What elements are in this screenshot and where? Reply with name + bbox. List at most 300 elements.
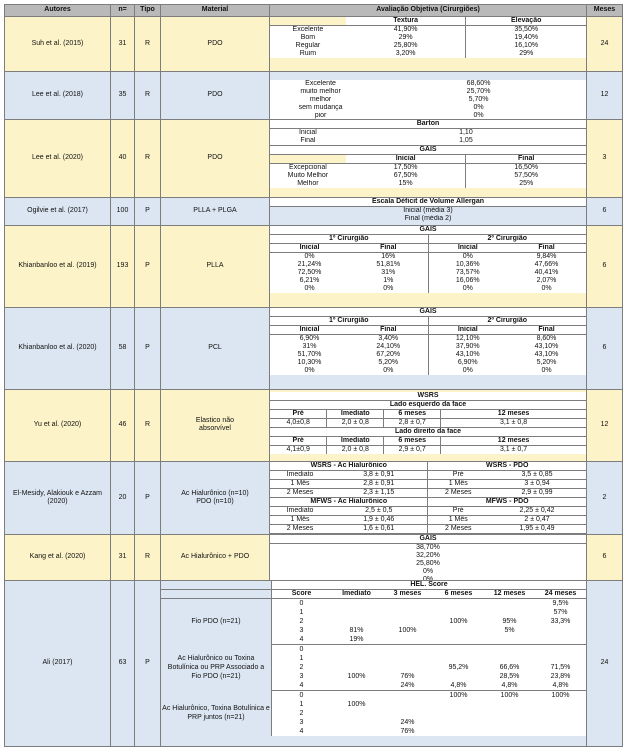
- value: 73,57%: [428, 269, 507, 277]
- row-label: Bom: [270, 34, 346, 42]
- n-cell: 31: [111, 534, 135, 580]
- row-label: Pré: [428, 471, 488, 480]
- sub-row: [270, 525, 586, 534]
- meses-cell: 12: [587, 72, 623, 119]
- sub-row: [270, 137, 586, 146]
- header-tipo: Tipo: [135, 5, 161, 17]
- sub-table: [270, 198, 586, 223]
- value: 2,25 ± 0,42: [488, 507, 586, 516]
- row-label: Excelente: [270, 80, 371, 88]
- study-row: [5, 307, 623, 389]
- value: 68,60%: [371, 80, 586, 88]
- col-header: 6 meses: [384, 409, 441, 418]
- sub-row: [270, 325, 586, 334]
- material-cell: PDO: [161, 119, 270, 198]
- meses-cell: 2: [587, 462, 623, 535]
- value: [331, 608, 382, 617]
- value: 47,66%: [507, 261, 586, 269]
- header-row: [5, 5, 623, 17]
- value: 57,50%: [466, 172, 586, 180]
- row-label: 2 Meses: [270, 525, 330, 534]
- row-label: Final: [270, 137, 346, 146]
- tipo-cell: R: [135, 119, 161, 198]
- tipo-cell: R: [135, 16, 161, 72]
- study-row: [5, 225, 623, 307]
- value: 25%: [466, 180, 586, 188]
- value: [382, 617, 433, 626]
- n-cell: 63: [111, 580, 135, 746]
- score: 2: [272, 709, 332, 718]
- value: 0%: [270, 576, 586, 580]
- value: [535, 709, 586, 718]
- assessment-cell: [270, 534, 587, 580]
- value: 28,5%: [484, 672, 535, 681]
- sub-row: [270, 172, 586, 180]
- value: 9,5%: [535, 598, 586, 608]
- sub-row: [270, 96, 586, 104]
- value: 2 ± 0,47: [488, 516, 586, 525]
- value: [331, 690, 382, 700]
- score: 1: [272, 700, 332, 709]
- value: 4,8%: [484, 681, 535, 691]
- sub-row: [270, 145, 586, 154]
- col-group-header: 1º Cirurgião: [270, 234, 428, 243]
- section-title-gais: GAIS: [270, 535, 586, 544]
- score: 0: [272, 644, 332, 654]
- study-row: [5, 534, 623, 580]
- assessment-content: [270, 535, 586, 580]
- value: 5,20%: [349, 359, 428, 367]
- sub-row: [270, 163, 586, 172]
- row-label: sem mudança: [270, 104, 371, 112]
- value: 72,50%: [270, 269, 349, 277]
- col-header: Pré: [270, 436, 327, 445]
- study-row: [5, 462, 623, 535]
- value: [331, 644, 382, 654]
- value: 5,70%: [371, 96, 586, 104]
- value: 3,5 ± 0,85: [488, 471, 586, 480]
- value: 1,10: [346, 128, 586, 137]
- value: 0%: [371, 112, 586, 118]
- value: [484, 635, 535, 645]
- row-label: 2 Meses: [428, 489, 488, 498]
- value: [535, 626, 586, 635]
- assessment-cell: [270, 225, 587, 307]
- col-header: Final: [507, 243, 586, 252]
- col-header: Final: [507, 325, 586, 334]
- n-cell: 193: [111, 225, 135, 307]
- value: 6,21%: [270, 277, 349, 285]
- value: 33,3%: [535, 617, 586, 626]
- value: [382, 663, 433, 672]
- row-label: muito melhor: [270, 88, 371, 96]
- col-header: Imediato: [327, 409, 384, 418]
- sub-row: [270, 392, 586, 401]
- value: 3,1 ± 0,8: [441, 418, 586, 427]
- value: 100%: [484, 690, 535, 700]
- assessment-content: [270, 72, 586, 118]
- assessment-cell: [270, 462, 587, 535]
- n-cell: 58: [111, 307, 135, 389]
- value: [535, 635, 586, 645]
- value: 1%: [349, 277, 428, 285]
- sub-row: [270, 80, 586, 88]
- value: 2,07%: [507, 277, 586, 285]
- value: 67,50%: [346, 172, 466, 180]
- material-cell: PLLA: [161, 225, 270, 307]
- sub-row: [270, 243, 586, 252]
- section-title: WSRS - PDO: [428, 462, 586, 471]
- value: 25,80%: [346, 42, 466, 50]
- sub-row: [270, 180, 586, 188]
- col-header-elevacao: Elevação: [466, 17, 586, 26]
- value: [382, 635, 433, 645]
- sub-row: [270, 104, 586, 112]
- sub-table: [161, 581, 586, 736]
- value: 19,40%: [466, 34, 586, 42]
- col-header: Inicial: [270, 325, 349, 334]
- study-row: [5, 119, 623, 198]
- col-header-textura: Textura: [346, 17, 466, 26]
- cell: [161, 581, 272, 590]
- sub-row: [270, 334, 586, 343]
- value: [382, 709, 433, 718]
- value: [331, 681, 382, 691]
- assessment-cell: [270, 389, 587, 462]
- value: [484, 727, 535, 736]
- value: 66,6%: [484, 663, 535, 672]
- value: 100%: [433, 690, 484, 700]
- value: 0%: [428, 252, 507, 261]
- assessment-cell: [270, 307, 587, 389]
- value: 43,10%: [507, 351, 586, 359]
- value: 12,10%: [428, 334, 507, 343]
- value: 3,40%: [349, 334, 428, 343]
- tipo-cell: P: [135, 225, 161, 307]
- material-cell: PDO: [161, 16, 270, 72]
- score: 3: [272, 718, 332, 727]
- section-title-gais: GAIS: [270, 308, 586, 317]
- tipo-cell: R: [135, 389, 161, 462]
- col-header: 6 meses: [433, 589, 484, 598]
- col-header: Final: [349, 325, 428, 334]
- header-material: Material: [161, 5, 270, 17]
- section-title: MFWS - Ac Hialurônico: [270, 498, 428, 507]
- value: [433, 709, 484, 718]
- score: 0: [272, 690, 332, 700]
- sub-row: [270, 535, 586, 544]
- sub-row: [270, 543, 586, 552]
- sub-row: [161, 598, 586, 608]
- col-header: Imediato: [327, 436, 384, 445]
- value: [433, 598, 484, 608]
- sub-table: [270, 392, 586, 454]
- value: 2,8 ± 0,7: [384, 418, 441, 427]
- value: 10,36%: [428, 261, 507, 269]
- value: 23,8%: [535, 672, 586, 681]
- material-cell: PDO: [161, 72, 270, 119]
- value: 4,8%: [433, 681, 484, 691]
- author-cell: Khianbanloo et al. (2019): [5, 225, 111, 307]
- value: [433, 635, 484, 645]
- author-cell: El-Mesidy, Alakiouk e Azzam (2020): [5, 462, 111, 535]
- study-row: [5, 389, 623, 462]
- col-header: Pré: [270, 409, 327, 418]
- value: 10,30%: [270, 359, 349, 367]
- value: [331, 718, 382, 727]
- cell: [270, 154, 346, 163]
- value: 71,5%: [535, 663, 586, 672]
- tipo-cell: P: [135, 307, 161, 389]
- assessment-content: [270, 198, 586, 224]
- row-label: 1 Mês: [270, 516, 330, 525]
- value: 0%: [270, 568, 586, 576]
- tipo-cell: R: [135, 534, 161, 580]
- value: 100%: [535, 690, 586, 700]
- value: [331, 654, 382, 663]
- value: 0%: [507, 285, 586, 293]
- row-label: 2 Meses: [428, 525, 488, 534]
- results-table: [4, 4, 623, 747]
- sub-row: [270, 409, 586, 418]
- value: 0%: [428, 285, 507, 293]
- col-header: Inicial: [428, 325, 507, 334]
- value: [484, 700, 535, 709]
- sub-table: [270, 80, 586, 118]
- section-title-gais: GAIS: [270, 226, 586, 235]
- study-row: [5, 580, 623, 746]
- value: 43,10%: [428, 351, 507, 359]
- sub-row: [270, 234, 586, 243]
- value: [331, 598, 382, 608]
- col-header: 12 meses: [441, 436, 586, 445]
- sub-row: [270, 88, 586, 96]
- n-cell: 20: [111, 462, 135, 535]
- sub-row: [270, 436, 586, 445]
- value: 51,70%: [270, 351, 349, 359]
- n-cell: 35: [111, 72, 135, 119]
- value: 3,20%: [346, 50, 466, 58]
- sub-row: [270, 42, 586, 50]
- author-cell: Khianbanloo et al. (2020): [5, 307, 111, 389]
- value: 3,1 ± 0,7: [441, 445, 586, 454]
- meses-cell: 6: [587, 198, 623, 225]
- sub-row: [270, 308, 586, 317]
- value: 6,90%: [270, 334, 349, 343]
- value: 32,20%: [270, 552, 586, 560]
- value: [331, 617, 382, 626]
- row-label: melhor: [270, 96, 371, 104]
- sub-row: [270, 516, 586, 525]
- value: Inicial (média 3): [270, 207, 586, 216]
- sub-row: [270, 576, 586, 580]
- sub-row: [270, 498, 586, 507]
- sub-row: [270, 269, 586, 277]
- value: [382, 598, 433, 608]
- col-group-header: 1º Cirurgião: [270, 316, 428, 325]
- material-cell: PCL: [161, 307, 270, 389]
- row-label: 2 Meses: [270, 489, 330, 498]
- row-label: Ruim: [270, 50, 346, 58]
- material-cell: Elastico não absorvível: [161, 389, 270, 462]
- group-label: Ac Hialurônico ou Toxina Botulínica ou PRP Associado a Fio PDO (n=21): [161, 644, 272, 690]
- header-meses: Meses: [587, 5, 623, 17]
- score: 2: [272, 663, 332, 672]
- study-row: [5, 72, 623, 119]
- assessment-cell: [270, 72, 587, 119]
- sub-row: [270, 552, 586, 560]
- assessment-content: [270, 120, 586, 198]
- row-label: Pré: [428, 507, 488, 516]
- value: 31%: [349, 269, 428, 277]
- section-title-left: Lado esquerdo da face: [270, 400, 586, 409]
- sub-row: [270, 359, 586, 367]
- header-n: n=: [111, 5, 135, 17]
- assessment-content: [270, 462, 586, 534]
- value: 6,90%: [428, 359, 507, 367]
- section-title: WSRS - Ac Hialurônico: [270, 462, 428, 471]
- meses-cell: 24: [587, 16, 623, 72]
- value: 40,41%: [507, 269, 586, 277]
- row-label: Melhor: [270, 180, 346, 188]
- section-title-barton: Barton: [270, 120, 586, 129]
- value: [484, 709, 535, 718]
- sub-row: [161, 644, 586, 654]
- section-title-wsrs: WSRS: [270, 392, 586, 401]
- row-label: Muito Melhor: [270, 172, 346, 180]
- value: 51,81%: [349, 261, 428, 269]
- row-label: 1 Mês: [428, 516, 488, 525]
- sub-row: [270, 285, 586, 293]
- sub-row: [270, 112, 586, 118]
- value: 35,50%: [466, 25, 586, 34]
- value: 24,10%: [349, 343, 428, 351]
- sub-row: [270, 568, 586, 576]
- value: 2,3 ± 1,15: [330, 489, 428, 498]
- sub-row: [161, 581, 586, 590]
- header-avaliacao: Avaliação Objetiva (Cirurgiões): [270, 5, 587, 17]
- value: 29%: [346, 34, 466, 42]
- material-cell: PLLA + PLGA: [161, 198, 270, 225]
- value: 25,70%: [371, 88, 586, 96]
- value: 16,50%: [466, 163, 586, 172]
- sub-row: [270, 489, 586, 498]
- row-label: Imediato: [270, 471, 330, 480]
- value: 24%: [382, 718, 433, 727]
- value: 100%: [331, 700, 382, 709]
- sub-table: [270, 226, 586, 293]
- author-cell: Ali (2017): [5, 580, 111, 746]
- sub-row: [270, 418, 586, 427]
- value: [382, 654, 433, 663]
- value: [484, 654, 535, 663]
- value: 100%: [433, 617, 484, 626]
- assessment-cell: [270, 16, 587, 72]
- col-group-header: 2º Cirurgião: [428, 316, 586, 325]
- value: 16,06%: [428, 277, 507, 285]
- score: 1: [272, 608, 332, 617]
- value: 0%: [371, 104, 586, 112]
- value: 37,90%: [428, 343, 507, 351]
- value: [331, 727, 382, 736]
- sub-row: [270, 198, 586, 207]
- header-autores: Autores: [5, 5, 111, 17]
- value: 1,6 ± 0,61: [330, 525, 428, 534]
- value: 16,10%: [466, 42, 586, 50]
- col-group-header: 2º Cirurgião: [428, 234, 586, 243]
- n-cell: 46: [111, 389, 135, 462]
- assessment-cell: [161, 580, 587, 746]
- sub-row: [270, 261, 586, 269]
- value: 24%: [382, 681, 433, 691]
- score: 4: [272, 727, 332, 736]
- value: [535, 644, 586, 654]
- assessment-content: [161, 581, 586, 746]
- author-cell: Kang et al. (2020): [5, 534, 111, 580]
- value: [433, 644, 484, 654]
- value: 0%: [428, 367, 507, 375]
- sub-row: [270, 277, 586, 285]
- value: [433, 700, 484, 709]
- value: 2,5 ± 0,5: [330, 507, 428, 516]
- study-row: [5, 198, 623, 225]
- value: [433, 672, 484, 681]
- value: 4,8%: [535, 681, 586, 691]
- value: 76%: [382, 672, 433, 681]
- sub-row: [270, 471, 586, 480]
- value: 0%: [349, 367, 428, 375]
- sub-row: [270, 34, 586, 42]
- value: 3 ± 0,94: [488, 480, 586, 489]
- col-header: 3 meses: [382, 589, 433, 598]
- sub-row: [270, 120, 586, 129]
- meses-cell: 24: [587, 580, 623, 746]
- value: 1,9 ± 0,46: [330, 516, 428, 525]
- sub-row: [270, 252, 586, 261]
- value: 1,05: [346, 137, 586, 146]
- sub-row: [270, 445, 586, 454]
- value: 0%: [270, 252, 349, 261]
- value: [331, 709, 382, 718]
- value: 29%: [466, 50, 586, 58]
- value: 57%: [535, 608, 586, 617]
- assessment-content: [270, 17, 586, 72]
- value: 2,8 ± 0,91: [330, 480, 428, 489]
- col-header: Score: [272, 589, 332, 598]
- col-header: Inicial: [346, 154, 466, 163]
- meses-cell: 6: [587, 534, 623, 580]
- value: 38,70%: [270, 543, 586, 552]
- col-header: 12 meses: [441, 409, 586, 418]
- sub-row: [270, 154, 586, 163]
- value: 2,0 ± 0,8: [327, 445, 384, 454]
- value: [535, 700, 586, 709]
- assessment-content: [270, 390, 586, 462]
- sub-row: [270, 427, 586, 436]
- score: 4: [272, 681, 332, 691]
- author-cell: Lee et al. (2020): [5, 119, 111, 198]
- assessment-content: [270, 308, 586, 389]
- meses-cell: 6: [587, 225, 623, 307]
- value: 100%: [382, 626, 433, 635]
- section-title-gais: GAIS: [270, 145, 586, 154]
- tipo-cell: P: [135, 462, 161, 535]
- assessment-content: [270, 226, 586, 307]
- section-title-hel: HEL. Score: [272, 581, 587, 590]
- group-label: Fio PDO (n=21): [161, 598, 272, 644]
- value: 4,0±0,8: [270, 418, 327, 427]
- value: 15%: [346, 180, 466, 188]
